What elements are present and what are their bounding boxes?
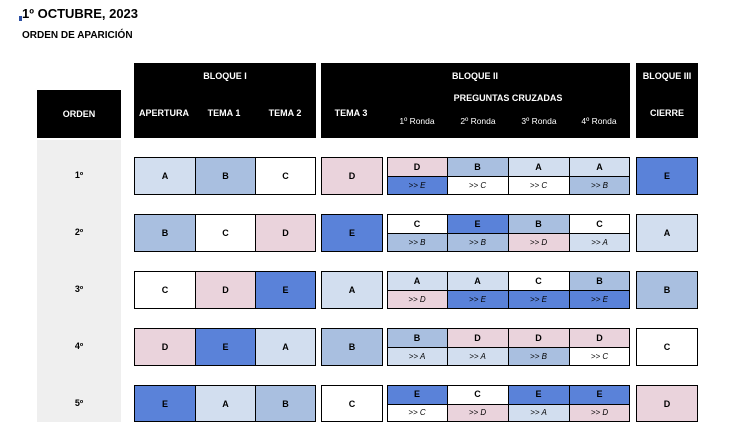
header-tema-2: TEMA 2: [268, 108, 302, 118]
ronda-crossed: >> B: [447, 233, 508, 252]
ronda-middle-line: [387, 347, 630, 348]
ronda-crossed: >> E: [569, 290, 630, 309]
ronda-answer: D: [508, 328, 569, 347]
ronda-answer: E: [569, 385, 630, 404]
ronda-middle-line: [387, 233, 630, 234]
header-bloque-2: [321, 63, 630, 138]
cierre-cell: B: [636, 271, 698, 309]
ronda-answer: A: [569, 157, 630, 176]
tema3-cell: D: [321, 157, 383, 195]
header-ronda-2: 2º Ronda: [460, 116, 496, 126]
ronda-answer: B: [508, 214, 569, 233]
bloque1-cell: C: [134, 271, 196, 309]
ronda-crossed: >> A: [508, 404, 569, 422]
bloque1-cell: B: [134, 214, 196, 252]
ronda-answer: C: [447, 385, 508, 404]
ronda-answer: D: [447, 328, 508, 347]
ronda-crossed: >> E: [508, 290, 569, 309]
ronda-crossed: >> D: [387, 290, 447, 309]
orden-label: 1º: [74, 170, 84, 180]
cierre-cell: C: [636, 328, 698, 366]
header-bloque-1: [134, 63, 316, 138]
bloque1-cell: A: [255, 328, 316, 366]
ronda-crossed: >> C: [569, 347, 630, 366]
ronda-answer: A: [508, 157, 569, 176]
ronda-middle-line: [387, 290, 630, 291]
ronda-crossed: >> C: [447, 176, 508, 195]
ronda-crossed: >> B: [508, 347, 569, 366]
ronda-answer: C: [508, 271, 569, 290]
bloque1-cell: B: [195, 157, 256, 195]
header-bloque-2-label: BLOQUE II: [451, 71, 499, 81]
orden-label: 4º: [74, 341, 84, 351]
bloque1-cell: B: [255, 385, 316, 422]
header-orden-label: ORDEN: [62, 109, 96, 119]
ronda-crossed: >> D: [447, 404, 508, 422]
ronda-middle-line: [387, 404, 630, 405]
bloque1-cell: D: [195, 271, 256, 309]
ronda-crossed: >> E: [447, 290, 508, 309]
header-orden: [37, 90, 121, 138]
ronda-crossed: >> A: [447, 347, 508, 366]
tema3-cell: A: [321, 271, 383, 309]
ronda-crossed: >> D: [569, 404, 630, 422]
ronda-answer: C: [569, 214, 630, 233]
orden-label: 5º: [74, 397, 84, 408]
ronda-crossed: >> D: [508, 233, 569, 252]
bloque1-cell: D: [255, 214, 316, 252]
ronda-answer: E: [447, 214, 508, 233]
ronda-crossed: >> B: [387, 233, 447, 252]
orden-column: [37, 140, 121, 422]
header-bloque-1-label: BLOQUE I: [203, 71, 247, 81]
ronda-middle-line: [387, 176, 630, 177]
ronda-answer: D: [387, 157, 447, 176]
bloque1-cell: A: [195, 385, 256, 422]
bloque1-cell: C: [195, 214, 256, 252]
ronda-crossed: >> E: [387, 176, 447, 195]
orden-label: 2º: [74, 227, 84, 237]
ronda-crossed: >> B: [569, 176, 630, 195]
ronda-answer: C: [387, 214, 447, 233]
header-bloque-3-label: BLOQUE III: [642, 71, 692, 81]
bloque1-cell: D: [134, 328, 196, 366]
header-tema-3: TEMA 3: [334, 108, 368, 118]
ronda-answer: A: [387, 271, 447, 290]
cierre-cell: D: [636, 385, 698, 422]
ronda-answer: B: [569, 271, 630, 290]
page-subtitle: ORDEN DE APARICIÓN: [22, 30, 133, 41]
header-ronda-3: 3º Ronda: [521, 116, 557, 126]
orden-label: 3º: [74, 284, 84, 294]
header-bloque-3: [636, 63, 698, 138]
ronda-answer: D: [569, 328, 630, 347]
ronda-answer: E: [508, 385, 569, 404]
cierre-cell: A: [636, 214, 698, 252]
header-cierre: CIERRE: [649, 108, 685, 118]
header-ronda-4: 4º Ronda: [581, 116, 617, 126]
bloque1-cell: E: [134, 385, 196, 422]
ronda-answer: B: [447, 157, 508, 176]
page-title: 1º OCTUBRE, 2023: [22, 6, 139, 21]
ronda-crossed: >> A: [387, 347, 447, 366]
tema3-cell: E: [321, 214, 383, 252]
header-tema-1: TEMA 1: [207, 108, 241, 118]
header-ronda-1: 1º Ronda: [399, 116, 435, 126]
header-apertura: APERTURA: [138, 108, 190, 118]
bloque1-cell: E: [195, 328, 256, 366]
tema3-cell: C: [321, 385, 383, 422]
ronda-answer: E: [387, 385, 447, 404]
cierre-cell: E: [636, 157, 698, 195]
bloque1-cell: C: [255, 157, 316, 195]
bloque1-cell: E: [255, 271, 316, 309]
ronda-crossed: >> C: [508, 176, 569, 195]
ronda-crossed: >> C: [387, 404, 447, 422]
ronda-crossed: >> A: [569, 233, 630, 252]
header-preguntas-cruzadas: PREGUNTAS CRUZADAS: [453, 93, 563, 103]
ronda-answer: B: [387, 328, 447, 347]
tema3-cell: B: [321, 328, 383, 366]
bloque1-cell: A: [134, 157, 196, 195]
ronda-answer: A: [447, 271, 508, 290]
